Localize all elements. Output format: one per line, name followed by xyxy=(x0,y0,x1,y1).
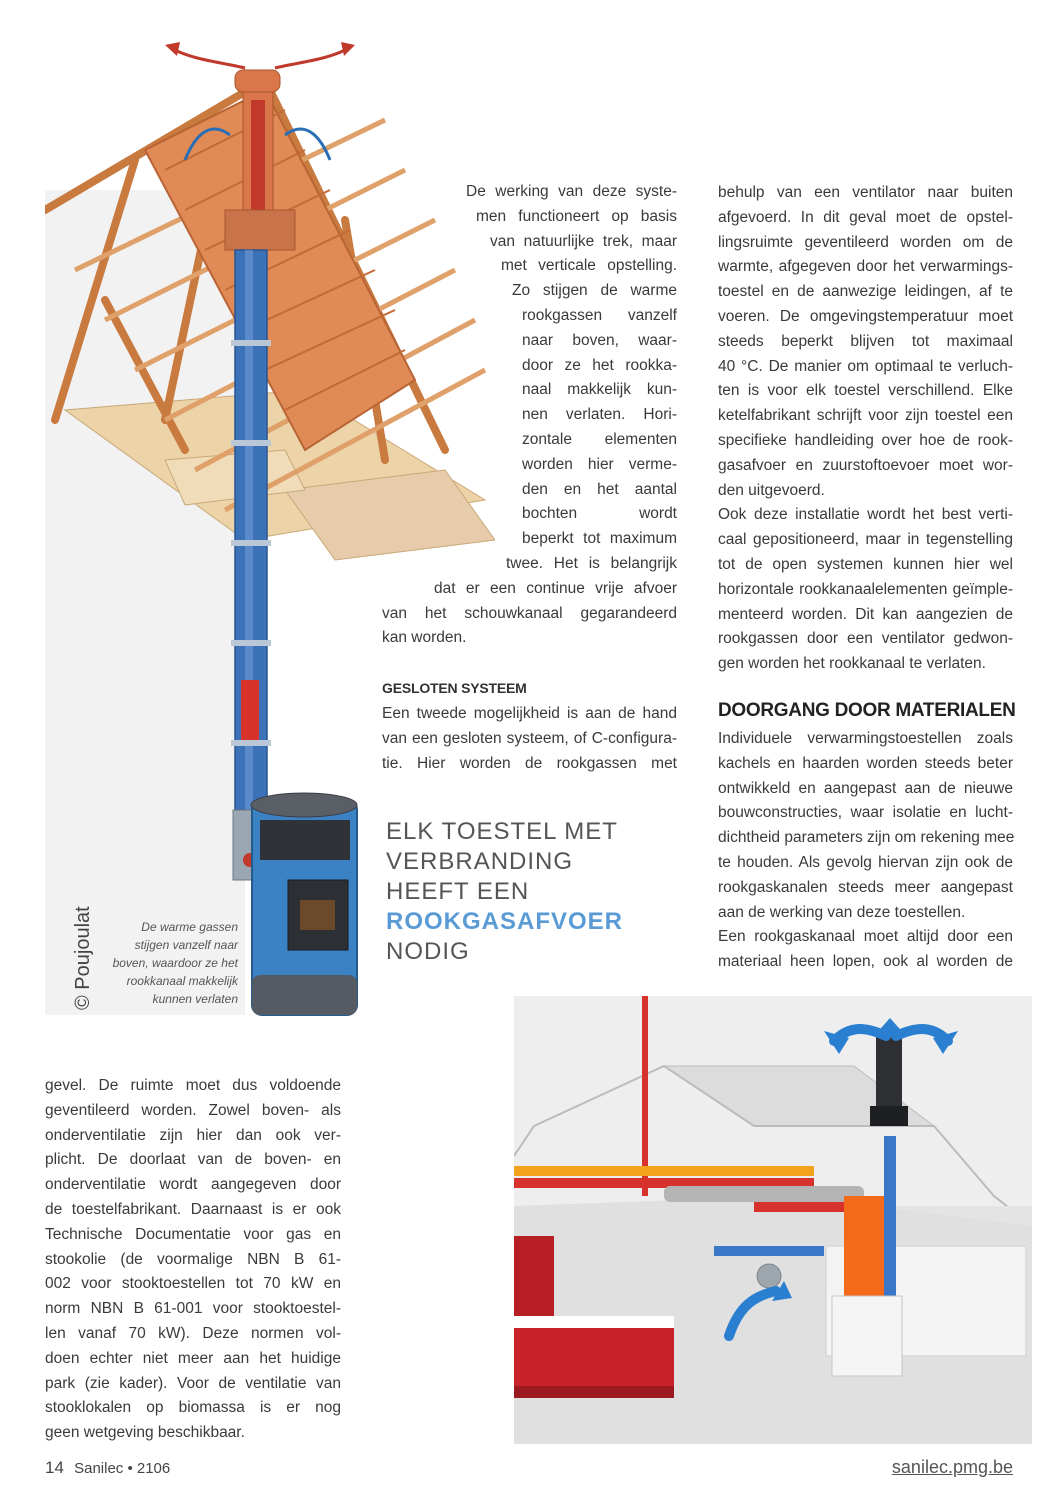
text-line: gasafvoer en zuurstoftoevoer moet wor- xyxy=(718,456,1013,474)
gesloten-paragraph xyxy=(382,702,677,776)
text-line: Technische Documentatie voor gas en xyxy=(45,1225,341,1243)
text-line: rookgassen vanzelf xyxy=(522,306,677,324)
text-line: tot de open systemen kunnen hier wel xyxy=(718,555,1013,573)
text-line: voeren. De omgevingstemperatuur moet xyxy=(718,307,1013,325)
text-line: worden hier verme- xyxy=(522,455,677,473)
text-line: 40 °C. De manier om optimaal te verluch- xyxy=(718,357,1013,375)
text-line: kachels en haarden worden steeds beter xyxy=(718,754,1013,772)
text-line: zontale elementen xyxy=(522,430,677,448)
text-line: met verticale opstelling. xyxy=(501,257,677,275)
caption-line: rookkanaal makkelijk xyxy=(126,974,238,988)
text-line: Individuele verwarmingstoestellen zoals xyxy=(718,730,1013,747)
house-ventilation-illustration xyxy=(514,996,1032,1444)
text-line: materiaal heen lopen, ook al worden de xyxy=(718,953,1013,971)
text-line: afgevoerd. In dit geval moet de opstel- xyxy=(718,208,1013,226)
text-line: len vanaf 70 kW). Deze normen vol- xyxy=(45,1324,341,1342)
quote-highlight: ROOKGASAFVOER xyxy=(386,908,624,935)
text-line: twee. Het is belangrijk xyxy=(506,554,677,572)
text-line: dichtheid parameters zijn om rekening mee xyxy=(718,829,1015,847)
page-number: 14 xyxy=(45,1458,64,1477)
text-line: norm NBN B 61-001 voor stooktoestel- xyxy=(45,1300,341,1318)
text-line: beperkt tot maximum xyxy=(522,530,677,548)
quote-line: VERBRANDING xyxy=(386,848,574,875)
text-line: park (zie kader). Voor de ventilatie van xyxy=(45,1374,341,1392)
text-line: rookgaskanalen steeds meer aangepast xyxy=(718,878,1013,896)
text-line: Een rookgaskanaal moet altijd door een xyxy=(718,928,1013,946)
text-line: van natuurlijke trek, maar xyxy=(490,232,677,250)
text-line: men functioneert op basis xyxy=(476,207,677,225)
text-line: dat er een continue vrije afvoer xyxy=(434,579,677,597)
text-line: specifieke handleiding over hoe de rook- xyxy=(718,431,1013,449)
text-line: van het schouwkanaal gegarandeerd xyxy=(382,604,677,622)
text-line: naal makkelijk kun- xyxy=(522,381,677,399)
text-line: nen verlaten. Hori- xyxy=(522,406,677,424)
text-line: doen echter niet meer aan het huidige xyxy=(45,1349,341,1367)
caption-line: De warme gassen xyxy=(141,920,238,934)
text-line: Zo stijgen de warme xyxy=(512,282,677,300)
caption-line: stijgen vanzelf naar xyxy=(134,938,238,952)
text-line: Ook deze installatie wordt het best verti- xyxy=(718,506,1013,524)
caption-line: boven, waardoor ze het xyxy=(112,956,238,970)
text-line: plicht. De doorlaat van de boven- en xyxy=(45,1151,341,1169)
text-line: bochten wordt xyxy=(522,505,677,523)
text-line: warmte, afgegeven door het verwarmings- xyxy=(718,258,1013,276)
section-heading-gesloten: GESLOTEN SYSTEEM xyxy=(382,680,527,696)
doorgang-paragraph xyxy=(718,727,1013,975)
text-line: stooklokalen op biomassa is er nog xyxy=(45,1399,341,1417)
pull-quote xyxy=(386,817,686,967)
figure-caption xyxy=(110,918,238,1008)
text-line: den en het aantal xyxy=(522,480,677,498)
text-line: bouwconstructies, waar isolatie en lucht- xyxy=(718,804,1013,822)
text-line: behulp van een ventilator naar buiten xyxy=(718,184,1013,201)
text-line: den uitgevoerd. xyxy=(718,481,825,499)
text-line: caal gepositioneerd, maar in tegenstelling xyxy=(718,531,1013,549)
text-line: De werking van deze syste- xyxy=(466,183,677,200)
intro-paragraph xyxy=(382,180,677,651)
text-line: geen wetgeving beschikbaar. xyxy=(45,1424,245,1442)
section-heading-doorgang: DOORGANG DOOR MATERIALEN xyxy=(718,700,1016,721)
text-line: lingsruimte geventileerd worden om de xyxy=(718,233,1013,251)
text-line: kan worden. xyxy=(382,629,467,647)
text-line: ten is voor elk toestel verschillend. Elke xyxy=(718,382,1013,400)
text-line: gen worden het rookkanaal te verlaten. xyxy=(718,655,986,673)
text-line: de toestelfabrikant. Daarnaast is er ook xyxy=(45,1200,341,1218)
text-line: aan de werking van deze toestellen. xyxy=(718,903,966,921)
text-line: naar boven, waar- xyxy=(522,331,677,349)
text-line: Een tweede mogelijkheid is aan de hand xyxy=(382,705,677,722)
quote-line: NODIG xyxy=(386,938,470,965)
website-link[interactable]: sanilec.pmg.be xyxy=(891,1457,1013,1477)
text-line: onderventilatie wordt aangegeven door xyxy=(45,1176,341,1194)
text-line: menteerd worden. Dit kan aangezien de xyxy=(718,605,1013,623)
text-line: tie. Hier worden de rookgassen met xyxy=(382,754,677,772)
quote-line: HEEFT EEN xyxy=(386,878,530,905)
text-line: geventileerd worden. Zowel boven- als xyxy=(45,1101,341,1119)
quote-line: ELK TOESTEL MET xyxy=(386,818,618,845)
magazine-issue: Sanilec • 2106 xyxy=(74,1460,171,1477)
text-line: van een gesloten systeem, of C-configura- xyxy=(382,729,677,747)
text-line: ketelfabrikant schrijft voor zijn toestel een xyxy=(718,407,1013,425)
text-line: onderventilatie zijn hier dan ook ver- xyxy=(45,1126,341,1144)
text-line: door ze het rookka- xyxy=(522,356,677,374)
photo-credit: © Poujoulat xyxy=(72,906,94,1010)
text-line: ontwikkeld en aangepast aan de nieuwe xyxy=(718,779,1013,797)
text-line: rookgassen door een ventilator gedwon- xyxy=(718,630,1013,648)
text-line: gevel. De ruimte moet dus voldoende xyxy=(45,1077,341,1094)
page-footer-left xyxy=(45,1458,170,1478)
text-line: stookolie (de voormalige NBN B 61- xyxy=(45,1250,341,1268)
text-line: toestel en de aanwezige leidingen, af te xyxy=(718,283,1013,301)
left-column-paragraph xyxy=(45,1074,341,1446)
text-line: te houden. Als gevolg hiervan zijn ook de xyxy=(718,853,1013,871)
caption-line: kunnen verlaten xyxy=(152,992,238,1006)
text-line: steeds beperkt blijven tot maximaal xyxy=(718,332,1013,350)
text-line: horizontale rookkanaalelementen geïmple- xyxy=(718,580,1013,598)
right-column-paragraph xyxy=(718,181,1013,677)
text-line: 002 voor stooktoestellen tot 70 kW en xyxy=(45,1275,341,1293)
